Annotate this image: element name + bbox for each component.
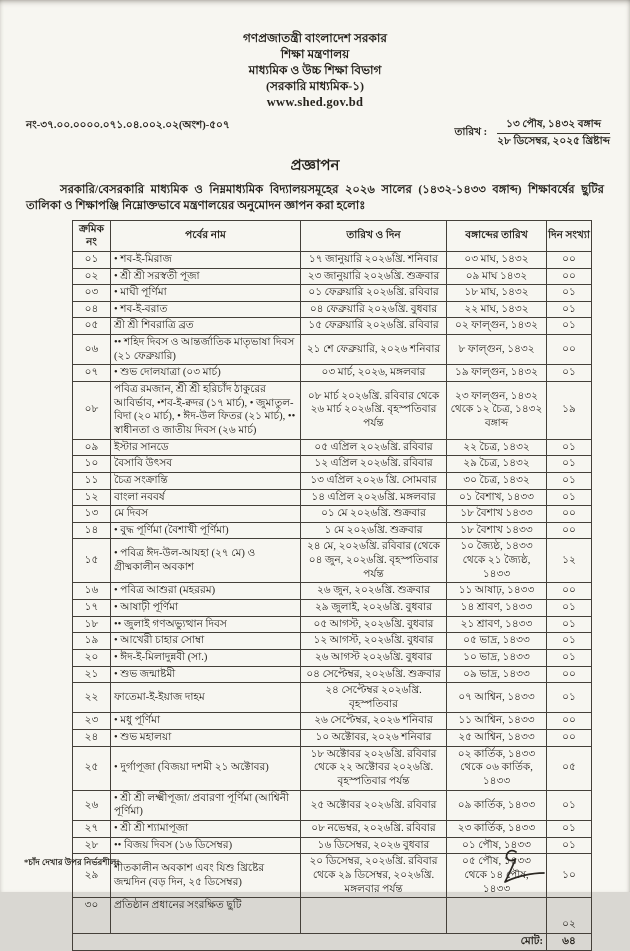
- total-value: ৬৪: [547, 934, 592, 951]
- table-row: [73, 251, 592, 268]
- table-row: [73, 365, 592, 382]
- cell-days: ০১: [547, 489, 592, 506]
- cell-serial: ০৯: [73, 439, 111, 456]
- cell-date: ০৫ আগস্ট, ২০২৬খ্রি. বুধবার: [301, 616, 447, 633]
- cell-bangla: ২২ চৈত্র, ১৪৩২: [447, 439, 547, 456]
- cell-days: ০০: [547, 268, 592, 285]
- cell-date: ২১ শে ফেব্রুয়ারি, ২০২৬ শনিবার: [301, 335, 447, 365]
- cell-days: ০১: [547, 649, 592, 666]
- column-header-date: তারিখ ও দিন: [301, 220, 447, 251]
- cell-serial: ১৫: [73, 539, 111, 583]
- cell-name: বাংলা নববর্ষ: [111, 489, 301, 506]
- cell-bangla: ১০ ভাদ্র, ১৪৩৩: [447, 649, 547, 666]
- cell-date: ১৬ ডিসেম্বর, ২০২৬ বুধবার: [301, 837, 447, 854]
- cell-serial: ২৫: [73, 746, 111, 790]
- cell-days: ০০: [547, 506, 592, 523]
- cell-serial: ০৫: [73, 318, 111, 335]
- cell-date: ১৫ ফেব্রুয়ারি ২০২৬খ্রি. রবিবার: [301, 318, 447, 335]
- cell-serial: ২৭: [73, 820, 111, 837]
- date-stack: [497, 118, 610, 149]
- holiday-table-body: [73, 251, 592, 933]
- table-row: [73, 600, 592, 617]
- cell-name: প্রতিষ্ঠান প্রধানের সংরক্ষিত ছুটি: [111, 898, 301, 934]
- cell-name: • পবিত্র ঈদ-উল-আযহা (২৭ মে) ও গ্রীষ্মকালীন অবকাশ: [111, 539, 301, 583]
- date-bangla: ১৩ পৌষ, ১৪৩২ বঙ্গাব্দ: [497, 118, 610, 134]
- website-url: www.shed.gov.bd: [266, 95, 364, 109]
- cell-name: মে দিবস: [111, 506, 301, 523]
- cell-bangla: ১৯ ফাল্গুন, ১৪৩২: [447, 365, 547, 382]
- cell-date: ১২ আগস্ট, ২০২৬খ্রি. বুধবার: [301, 633, 447, 650]
- cell-serial: ০২: [73, 268, 111, 285]
- cell-bangla: ১১ আষাঢ়, ১৪৩৩: [447, 583, 547, 600]
- org-line-2: শিক্ষা মন্ত্রণালয়: [280, 47, 350, 61]
- cell-days: ০০: [547, 335, 592, 365]
- cell-date: ২৬ সেপ্টেম্বর, ২০২৬ শনিবার: [301, 713, 447, 730]
- cell-name: শীতকালীন অবকাশ এবং যিশু খ্রিষ্টের জন্মদিন (বড় দিন, ২৫ ডিসেম্বর): [111, 854, 301, 898]
- cell-bangla: ০৫ পৌষ, ১৪৩৩ থেকে ১৪ পৌষ, ১৪৩৩: [447, 854, 547, 898]
- cell-date: ০৮ মার্চ ২০২৬খ্রি. রবিবার থেকে ২৬ মার্চ ২০২৬খ্রি. বৃহস্পতিবার পর্যন্ত: [301, 382, 447, 440]
- cell-bangla: ২৫ আশ্বিন, ১৪৩৩: [447, 730, 547, 747]
- cell-name: পবিত্র রমজান, শ্রী শ্রী হরিচাঁদ ঠাকুরের আবির্ভাব, •শব-ই-ক্বদর (১৭ মার্চ), • জুমাতুল-বিদা (২০ মার্চ), • ঈদ-উল ফিতর (২১ মার্চ), •• স্বাধীনতা ও জাতীয় দিবস (২৬ মার্চ): [111, 382, 301, 440]
- intro-paragraph: সরকারি/বেসরকারি মাধ্যমিক ও নিম্নমাধ্যমিক বিদ্যালয়সমূহের ২০২৬ সালের (১৪৩২-১৪৩৩ বঙ্গাব্দ) শিক্ষাবর্ষের ছুটির তালিকা ও শিক্ষাপঞ্জি নিম্নোক্তভাবে মন্ত্রণালয়ের অনুমোদন জ্ঞাপন করা হলোঃ: [26, 184, 604, 213]
- cell-bangla: ১৮ মাঘ, ১৪৩২: [447, 285, 547, 302]
- cell-name: • ঈদ-ই-মিলাদুন্নবী (সা.): [111, 649, 301, 666]
- cell-days: ০০: [547, 666, 592, 683]
- cell-date: [301, 898, 447, 934]
- memo-number: নং-৩৭.০০.০০০০.০৭১.০৪.০০২.০২(অংশ)-৫০৭: [26, 120, 230, 131]
- cell-days: ০০: [547, 251, 592, 268]
- cell-serial: ২৬: [73, 790, 111, 820]
- cell-date: ০১ ফেব্রুয়ারি ২০২৬খ্রি. রবিবার: [301, 285, 447, 302]
- table-row: [73, 506, 592, 523]
- cell-days: ০২: [547, 898, 592, 934]
- org-line-3: মাধ্যমিক ও উচ্চ শিক্ষা বিভাগ: [248, 63, 382, 77]
- cell-days: ০০: [547, 583, 592, 600]
- cell-date: ০৫ এপ্রিল ২০২৬খ্রি. রবিবার: [301, 439, 447, 456]
- cell-date: ২৩ জানুয়ারি ২০২৬খ্রি. শুক্রবার: [301, 268, 447, 285]
- cell-days: ০১: [547, 683, 592, 713]
- total-label: মোট:: [73, 934, 547, 951]
- cell-serial: ০৬: [73, 335, 111, 365]
- date-label: তারিখ :: [454, 127, 488, 138]
- table-row: [73, 335, 592, 365]
- cell-serial: ১৪: [73, 522, 111, 539]
- cell-bangla: ৮ ফাল্গুন, ১৪৩২: [447, 335, 547, 365]
- cell-date: ২৬ আগস্ট ২০২৬খ্রি. বুধবার: [301, 649, 447, 666]
- cell-serial: ২৪: [73, 730, 111, 747]
- cell-bangla: ২৩ ফাল্গুন, ১৪৩২ থেকে ১২ চৈত্র, ১৪৩২ বঙ্গাব্দ: [447, 382, 547, 440]
- cell-days: ০১: [547, 456, 592, 473]
- cell-bangla: ০৭ আশ্বিন, ১৪৩৩: [447, 683, 547, 713]
- cell-serial: ১৭: [73, 600, 111, 617]
- table-row: [73, 898, 592, 934]
- cell-name: •• জুলাই গণঅভ্যুত্থান দিবস: [111, 616, 301, 633]
- column-header-name: পর্বের নাম: [111, 220, 301, 251]
- cell-date: ১৪ এপ্রিল ২০২৬খ্রি. মঙ্গলবার: [301, 489, 447, 506]
- table-row: [73, 285, 592, 302]
- date-gregorian: ২৮ ডিসেম্বর, ২০২৫ খ্রিষ্টাব্দ: [497, 136, 610, 147]
- table-row: [73, 649, 592, 666]
- cell-name: ফাতেমা-ই-ইয়াজ দাহম: [111, 683, 301, 713]
- cell-bangla: ২২ মাঘ, ১৪৩২: [447, 301, 547, 318]
- signature-mark: [476, 845, 548, 892]
- cell-bangla: ২১ শ্রাবণ, ১৪৩৩: [447, 616, 547, 633]
- table-row: [73, 746, 592, 790]
- cell-date: ০৪ সেপ্টেম্বর, ২০২৬খ্রি. শুক্রবার: [301, 666, 447, 683]
- cell-days: ০১: [547, 439, 592, 456]
- cell-serial: ১০: [73, 456, 111, 473]
- cell-days: ০১: [547, 365, 592, 382]
- table-row: [73, 301, 592, 318]
- table-row: [73, 583, 592, 600]
- cell-date: ০৩ মার্চ, ২০২৬, মঙ্গলবার: [301, 365, 447, 382]
- cell-bangla: ০৯ ভাদ্র, ১৪৩৩: [447, 666, 547, 683]
- cell-serial: ২৯: [73, 854, 111, 898]
- cell-serial: ১৩: [73, 506, 111, 523]
- cell-serial: ১১: [73, 472, 111, 489]
- table-row: [73, 666, 592, 683]
- cell-bangla: ০৩ মাঘ, ১৪৩২: [447, 251, 547, 268]
- cell-serial: ২২: [73, 683, 111, 713]
- cell-bangla: ৩০ চৈত্র, ১৪৩২: [447, 472, 547, 489]
- cell-days: ০১: [547, 472, 592, 489]
- date-block: [454, 118, 610, 149]
- table-row: [73, 713, 592, 730]
- cell-name: • শব-ই-মিরাজ: [111, 251, 301, 268]
- cell-days: ১৯: [547, 382, 592, 440]
- cell-serial: ১৬: [73, 583, 111, 600]
- cell-days: ০১: [547, 600, 592, 617]
- cell-date: ২৬ জুন, ২০২৬খ্রি. শুক্রবার: [301, 583, 447, 600]
- cell-bangla: ২৯ চৈত্র, ১৪৩২: [447, 456, 547, 473]
- cell-serial: ০৪: [73, 301, 111, 318]
- cell-serial: ০৮: [73, 382, 111, 440]
- cell-name: • বুদ্ধ পূর্ণিমা (বৈশাখী পূর্ণিমা): [111, 522, 301, 539]
- cell-days: ০০: [547, 713, 592, 730]
- cell-name: • শুভ জন্মাষ্টমী: [111, 666, 301, 683]
- cell-name: ইস্টার সানডে: [111, 439, 301, 456]
- cell-date: ১০ অক্টোবর, ২০২৬ শনিবার: [301, 730, 447, 747]
- holiday-table-header: [73, 220, 592, 251]
- org-line-4: (সরকারি মাধ্যমিক-১): [265, 79, 365, 93]
- cell-days: ১০: [547, 854, 592, 898]
- cell-bangla: ০২ কার্তিক, ১৪৩৩ থেকে ০৬ কার্তিক, ১৪৩৩: [447, 746, 547, 790]
- cell-bangla: ১৪ শ্রাবণ, ১৪৩৩: [447, 600, 547, 617]
- table-row: [73, 522, 592, 539]
- cell-date: ১৩ এপ্রিল ২০২৬ খ্রি. সোমবার: [301, 472, 447, 489]
- memo-row: [0, 110, 630, 149]
- cell-serial: ১৯: [73, 633, 111, 650]
- cell-name: • মধু পূর্ণিমা: [111, 713, 301, 730]
- holiday-table-footer: [73, 934, 592, 951]
- table-row: [73, 439, 592, 456]
- cell-bangla: ০৯ কার্তিক, ১৪৩৩: [447, 790, 547, 820]
- cell-serial: ০১: [73, 251, 111, 268]
- table-row: [73, 472, 592, 489]
- cell-days: ০১: [547, 285, 592, 302]
- table-row: [73, 616, 592, 633]
- cell-serial: ০৩: [73, 285, 111, 302]
- header-row: [73, 220, 592, 251]
- cell-name: • পবিত্র আশুরা (মহররম): [111, 583, 301, 600]
- cell-bangla: ০১ বৈশাখ, ১৪৩৩: [447, 489, 547, 506]
- table-row: [73, 382, 592, 440]
- cell-days: ০০: [547, 730, 592, 747]
- cell-days: ০১: [547, 318, 592, 335]
- cell-date: ২৯ জুলাই, ২০২৬খ্রি. বুধবার: [301, 600, 447, 617]
- cell-date: ১৭ জানুয়ারি ২০২৬খ্রি. শনিবার: [301, 251, 447, 268]
- cell-serial: ২৩: [73, 713, 111, 730]
- table-row: [73, 730, 592, 747]
- cell-bangla: ২৩ কার্তিক, ১৪৩৩: [447, 820, 547, 837]
- cell-date: ২৪ মে, ২০২৬খ্রি. রবিবার (থেকে ০৪ জুন, ২০২৬খ্রি. বৃহস্পতিবার পর্যন্ত: [301, 539, 447, 583]
- cell-days: ০৫: [547, 746, 592, 790]
- cell-name: • আখেরী চাহার সোম্বা: [111, 633, 301, 650]
- cell-name: • শুভ দোলযাত্রা (০৩ মার্চ): [111, 365, 301, 382]
- table-row: [73, 268, 592, 285]
- cell-date: ০৮ নভেম্বর, ২০২৬খ্রি. রবিবার: [301, 820, 447, 837]
- cell-date: ০১ মে ২০২৬খ্রি. শুক্রবার: [301, 506, 447, 523]
- cell-serial: ১৮: [73, 616, 111, 633]
- table-row: [73, 790, 592, 820]
- cell-name: • মাঘী পূর্ণিমা: [111, 285, 301, 302]
- table-row: [73, 683, 592, 713]
- cell-name: • শব-ই-বরাত: [111, 301, 301, 318]
- column-header-serial: ক্রমিক নং: [73, 220, 111, 251]
- cell-days: ১২: [547, 539, 592, 583]
- cell-serial: ২১: [73, 666, 111, 683]
- cell-bangla: [447, 898, 547, 934]
- cell-days: ০১: [547, 790, 592, 820]
- letterhead: [0, 0, 630, 110]
- column-header-bangla-date: বঙ্গাব্দের তারিখ: [447, 220, 547, 251]
- cell-name: • আষাঢ়ী পূর্ণিমা: [111, 600, 301, 617]
- total-row: [73, 934, 592, 951]
- table-row: [73, 633, 592, 650]
- cell-days: ০১: [547, 616, 592, 633]
- cell-bangla: ১৮ বৈশাখ ১৪৩৩: [447, 506, 547, 523]
- cell-days: ০১: [547, 301, 592, 318]
- cell-name: • দুর্গাপূজা (বিজয়া দশমী ২১ অক্টোবর): [111, 746, 301, 790]
- cell-name: • শুভ মহালয়া: [111, 730, 301, 747]
- table-row: [73, 318, 592, 335]
- cell-date: ২৫ অক্টোবর ২০২৬খ্রি. রবিবার: [301, 790, 447, 820]
- cell-name: •• শহিদ দিবস ও আন্তর্জাতিক মাতৃভাষা দিবস (২১ ফেব্রুয়ারি): [111, 335, 301, 365]
- cell-serial: ২৮: [73, 837, 111, 854]
- cell-days: ০০: [547, 522, 592, 539]
- column-header-days: দিন সংখ্যা: [547, 220, 592, 251]
- table-row: [73, 489, 592, 506]
- cell-name: • শ্রী শ্রী শ্যামাপূজা: [111, 820, 301, 837]
- table-row: [73, 456, 592, 473]
- cell-days: ০১: [547, 633, 592, 650]
- cell-name: শ্রী শ্রী শিবরাত্রি ব্রত: [111, 318, 301, 335]
- footnote: *চাঁদ দেখার উপর নির্ভরশীল।: [24, 857, 120, 867]
- cell-bangla: ১০ জ্যৈষ্ঠ, ১৪৩৩ থেকে ২১ জ্যৈষ্ঠ, ১৪৩৩: [447, 539, 547, 583]
- cell-bangla: ০২ ফাল্গুন, ১৪৩২: [447, 318, 547, 335]
- cell-date: ১২ এপ্রিল ২০২৬খ্রি. রবিবার: [301, 456, 447, 473]
- cell-bangla: ১৮ বৈশাখ ১৪৩৩: [447, 522, 547, 539]
- cell-days: ০১: [547, 837, 592, 854]
- cell-bangla: ০৯ মাঘ ১৪৩২: [447, 268, 547, 285]
- cell-name: • শ্রী শ্রী সরস্বতী পূজা: [111, 268, 301, 285]
- table-row: [73, 820, 592, 837]
- cell-days: ০১: [547, 820, 592, 837]
- page-title: প্রজ্ঞাপন: [290, 158, 340, 174]
- cell-date: ০৪ ফেব্রুয়ারি ২০২৬খ্রি. বুধবার: [301, 301, 447, 318]
- table-row: [73, 539, 592, 583]
- cell-serial: ২০: [73, 649, 111, 666]
- cell-name: • শ্রী শ্রী লক্ষ্মীপূজা/ প্রবারণা পূর্ণিমা (আশ্বিনী পূর্ণিমা): [111, 790, 301, 820]
- cell-name: বৈসাবি উৎসব: [111, 456, 301, 473]
- cell-serial: ১২: [73, 489, 111, 506]
- cell-date: ২০ ডিসেম্বর, ২০২৬খ্রি. রবিবার থেকে ২৯ ডিসেম্বর, ২০২৬খ্রি. মঙ্গলবার পর্যন্ত: [301, 854, 447, 898]
- cell-serial: ৩০: [73, 898, 111, 934]
- cell-bangla: ০৫ ভাদ্র, ১৪৩৩: [447, 633, 547, 650]
- holiday-table: [72, 220, 592, 951]
- cell-serial: ০৭: [73, 365, 111, 382]
- cell-bangla: ১১ আশ্বিন, ১৪৩৩: [447, 713, 547, 730]
- cell-bangla: ০১ পৌষ, ১৪৩৩: [447, 837, 547, 854]
- cell-date: ১ মে ২০২৬খ্রি. শুক্রবার: [301, 522, 447, 539]
- cell-date: ১৮ অক্টোবর ২০২৬খ্রি. রবিবার থেকে ২২ অক্টোবর ২০২৬খ্রি. বৃহস্পতিবার পর্যন্ত: [301, 746, 447, 790]
- cell-name: •• বিজয় দিবস (১৬ ডিসেম্বর): [111, 837, 301, 854]
- cell-date: ২৪ সেপ্টেম্বর ২০২৬খ্রি. বৃহস্পতিবার: [301, 683, 447, 713]
- org-line-1: গণপ্রজাতন্ত্রী বাংলাদেশ সরকার: [242, 31, 388, 45]
- cell-name: চৈত্র সংক্রান্তি: [111, 472, 301, 489]
